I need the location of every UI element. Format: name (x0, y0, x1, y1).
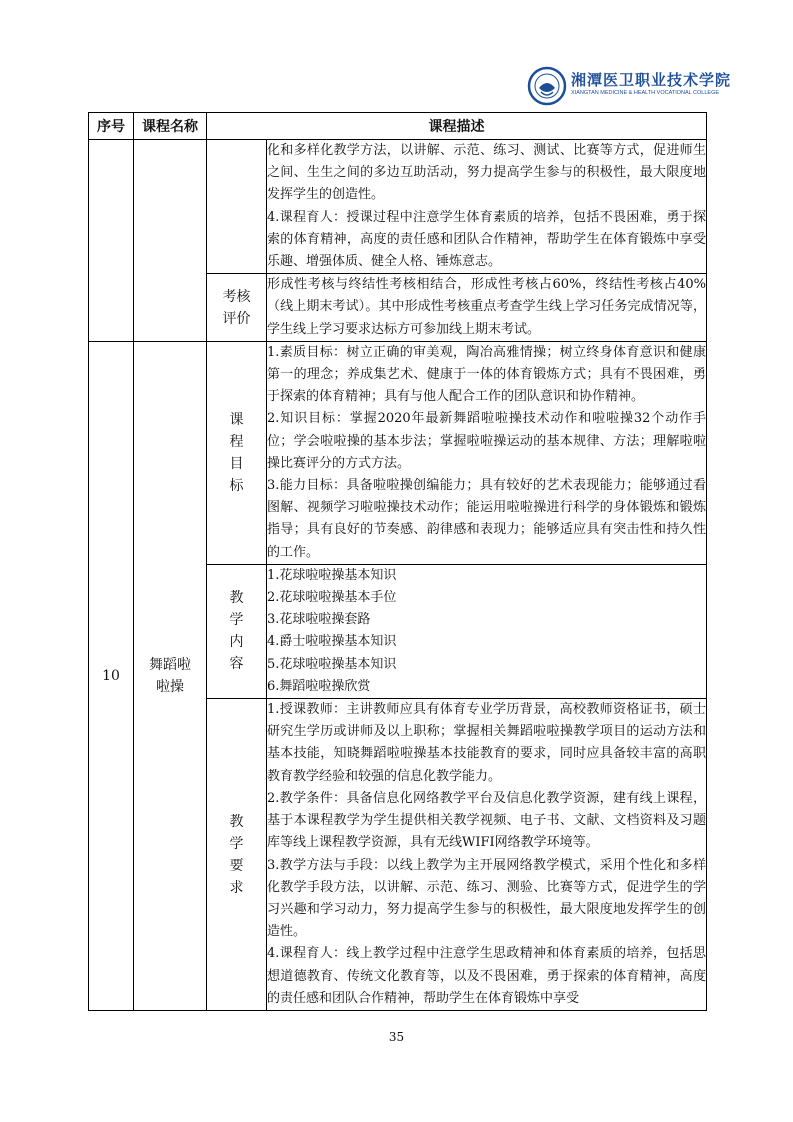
header-course-name: 课程名称 (134, 113, 207, 140)
assessment-label: 考核评价 (207, 274, 267, 342)
college-name-cn: 湘潭医卫职业技术学院 (571, 71, 732, 89)
course-table (88, 112, 707, 1011)
goal-item: 2.知识目标：掌握2020年最新舞蹈啦啦操技术动作和啦啦操32个动作手位；学会啦啦操的基本步法；掌握啦啦操运动的基本规律、方法；理解啦啦操比赛评分的方式方法。 (267, 411, 706, 471)
requirement-item: 1.授课教师：主讲教师应具有体育专业学历背景，高校教师资格证书，硕士研究生学历或讲师及以上职称；掌握相关舞蹈啦啦操教学项目的运动方法和基本技能，知晓舞蹈啦啦操基本技能教育的要求，同时应具备较丰富的高职教育教学经验和较强的信息化教学能力。 (267, 702, 706, 784)
goals-label: 课程目标 (207, 341, 267, 564)
goal-item: 1.素质目标：树立正确的审美观，陶冶高雅情操；树立终身体育意识和健康第一的理念；养成集艺术、健康于一体的体育锻炼方式；具有不畏困难，勇于探索的体育精神；具有与他人配合工作的团队意识和协作精神。 (267, 344, 706, 405)
content-label: 教学内容 (207, 564, 267, 698)
continuation-requirements-row (89, 140, 707, 274)
requirements-label: 教学要求 (207, 699, 267, 1011)
content-item: 2.花球啦啦操基本手位 (267, 590, 397, 606)
requirements-text (267, 699, 707, 1011)
page-number: 35 (388, 1030, 405, 1044)
course-name: 舞蹈啦啦操 (134, 341, 207, 1010)
continuation-requirements-text (267, 140, 707, 274)
table-header-row (89, 113, 707, 140)
course-goals-row (89, 341, 707, 564)
header-course-description: 课程描述 (207, 113, 707, 140)
college-logo (527, 66, 732, 106)
goals-text (267, 341, 707, 564)
requirement-item: 2.教学条件：具备信息化网络教学平台及信息化教学资源，建有线上课程，基于本课程教学为学生提供相关教学视频、电子书、文献、文档资料及习题库等线上课程教学资源，具有无线WIFI网络教学环境等。 (267, 790, 706, 851)
course-number: 10 (89, 341, 134, 1010)
goal-item: 3.能力目标：具备啦啦操创编能力；具有较好的艺术表现能力；能够通过看图解、视频学习啦啦操技术动作；能运用啦啦操进行科学的身体锻炼和锻炼指导；具有良好的节奏感、韵律感和表现力；能够适应具有突击性和持久性的工作。 (267, 478, 706, 560)
content-item: 3.花球啦啦操套路 (267, 612, 371, 628)
content-list (267, 564, 707, 698)
continuation-name-cell (134, 140, 207, 342)
continuation-line: 化和多样化教学方法，以讲解、示范、练习、测试、比赛等方式，促进师生之间、生生之间的多边互助活动，努力提高学生参与的积极性，最大限度地发挥学生的创造性。 (267, 143, 706, 203)
content-item: 5.花球啦啦操基本知识 (267, 656, 397, 672)
continuation-line: 4.课程育人：授课过程中注意学生体育素质的培养，包括不畏困难，勇于探索的体育精神，高度的责任感和团队合作精神，帮助学生在体育锻炼中享受乐趣、增强体质、健全人格、锤炼意志。 (267, 209, 706, 270)
content-item: 4.爵士啦啦操基本知识 (267, 634, 397, 650)
assessment-text: 形成性考核与终结性考核相结合，形成性考核占60%，终结性考核占40%（线上期末考试）。其中形成性考核重点考查学生线上学习任务完成情况等，学生线上学习要求达标方可参加线上期末考试。 (267, 274, 707, 342)
requirement-item: 3.教学方法与手段：以线上教学为主开展网络教学模式，采用个性化和多样化教学手段方法，以讲解、示范、练习、测验、比赛等方式，促进学生的学习兴趣和学习动力，努力提高学生参与的积极性，最大限度地发挥学生的创造性。 (267, 857, 706, 940)
college-name-en: XIANGTAN MEDICINE & HEALTH VOCATIONAL COLLEGE (571, 90, 720, 96)
continuation-label-cell (207, 140, 267, 274)
requirement-item: 4.课程育人：线上教学过程中注意学生思政精神和体育素质的培养，包括思想道德教育、传统文化教育等，以及不畏困难，勇于探索的体育精神，高度的责任感和团队合作精神，帮助学生在体育锻炼中享受 (267, 946, 706, 1006)
content-item: 1.花球啦啦操基本知识 (267, 567, 397, 583)
content-item: 6.舞蹈啦啦操欣赏 (267, 678, 371, 694)
header-number: 序号 (89, 113, 134, 140)
continuation-number-cell (89, 140, 134, 342)
college-emblem-icon (527, 66, 567, 106)
